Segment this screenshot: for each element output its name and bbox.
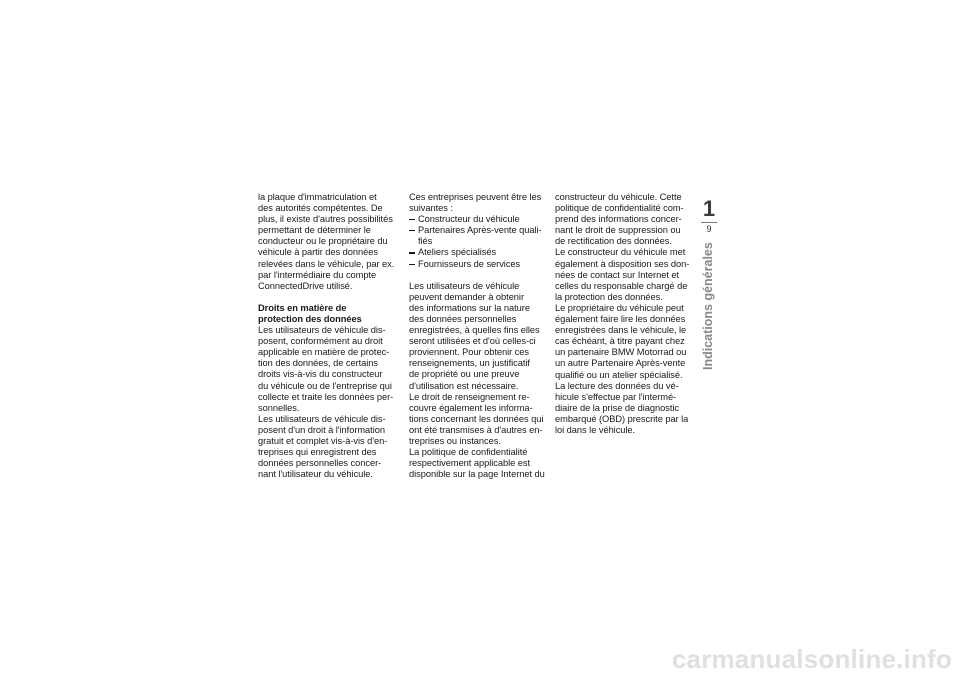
paragraph: La politique de confidentialité respectivement applicable est disponible sur la page Internet du [409,447,545,480]
list-item: Fournisseurs de services [409,259,554,270]
paragraph: la plaque d'immatriculation et des autorités compétentes. De plus, il existe d'autres possibilités permettant de déterminer le conducteur ou le propriétaire du véhicule à partir des données relevées dans le véhicule, par ex. par l'intermédiaire du compte ConnectedDrive utilisé. [258,192,395,291]
list-item: Ateliers spécialisés [409,247,554,258]
text-column-2 [409,192,554,480]
chapter-title: Indications générales [701,242,715,370]
paragraph: Les utilisateurs de véhicule dis- posent, conformément au droit applicable en matière de protec- tion des données, de certains droits vis-à-vis du constructeur du véhicule ou de l'entreprise qui collecte et traite les données per- sonnelles. [258,325,394,413]
section-heading: Droits en matière de protection des données [258,302,362,324]
company-list [409,214,554,269]
list-item: Partenaires Après-vente quali- fiés [409,225,554,247]
text-column-3 [555,192,700,436]
paragraph: constructeur du véhicule. Cette politique de confidentialité com- prend des informations concer- nant le droit de suppression ou de rectification des données. [555,192,684,247]
chapter-divider [701,222,717,223]
paragraph: Le droit de renseignement re- couvre également les informa- tions concernant les données qui ont été transmises à d'autres en- treprises ou instances. [409,391,544,446]
paragraph: Le propriétaire du véhicule peut également faire lire les données enregistrées dans le véhicule, le cas échéant, à titre payant chez un partenaire BMW Motorrad ou un autre Partenaire Après-vente qualifié ou un atelier spécialisé. [555,302,687,380]
chapter-number: 1 [702,196,716,221]
paragraph: La lecture des données du vé- hicule s'effectue par l'intermé- diaire de la prise de diagnostic embarqué (OBD) prescrite par la loi dans le véhicule. [555,380,689,435]
text-column-1 [258,192,403,480]
paragraph: Le constructeur du véhicule met également à disposition ses don- nées de contact sur Internet et celles du responsable chargé de la protection des données. [555,247,690,302]
paragraph: Ces entreprises peuvent être les suivantes : [409,192,542,214]
page-number: 9 [706,224,712,234]
list-item: Constructeur du véhicule [409,214,554,225]
watermark: carmanualsonline.info [671,644,952,674]
paragraph: Les utilisateurs de véhicule peuvent demander à obtenir des informations sur la nature des données personnelles enregistrées, à quelles fins elles seront utilisées et d'où celles-ci proviennent. Pour obtenir ces renseignements, un justificatif de propriété ou une preuve d'utilisation est nécessaire. [409,280,540,391]
paragraph: Les utilisateurs de véhicule dis- posent d'un droit à l'information gratuit et complet vis-à-vis d'en- treprises qui enregistrent des données personnelles concer- nant l'utilisateur du véhicule. [258,413,388,480]
